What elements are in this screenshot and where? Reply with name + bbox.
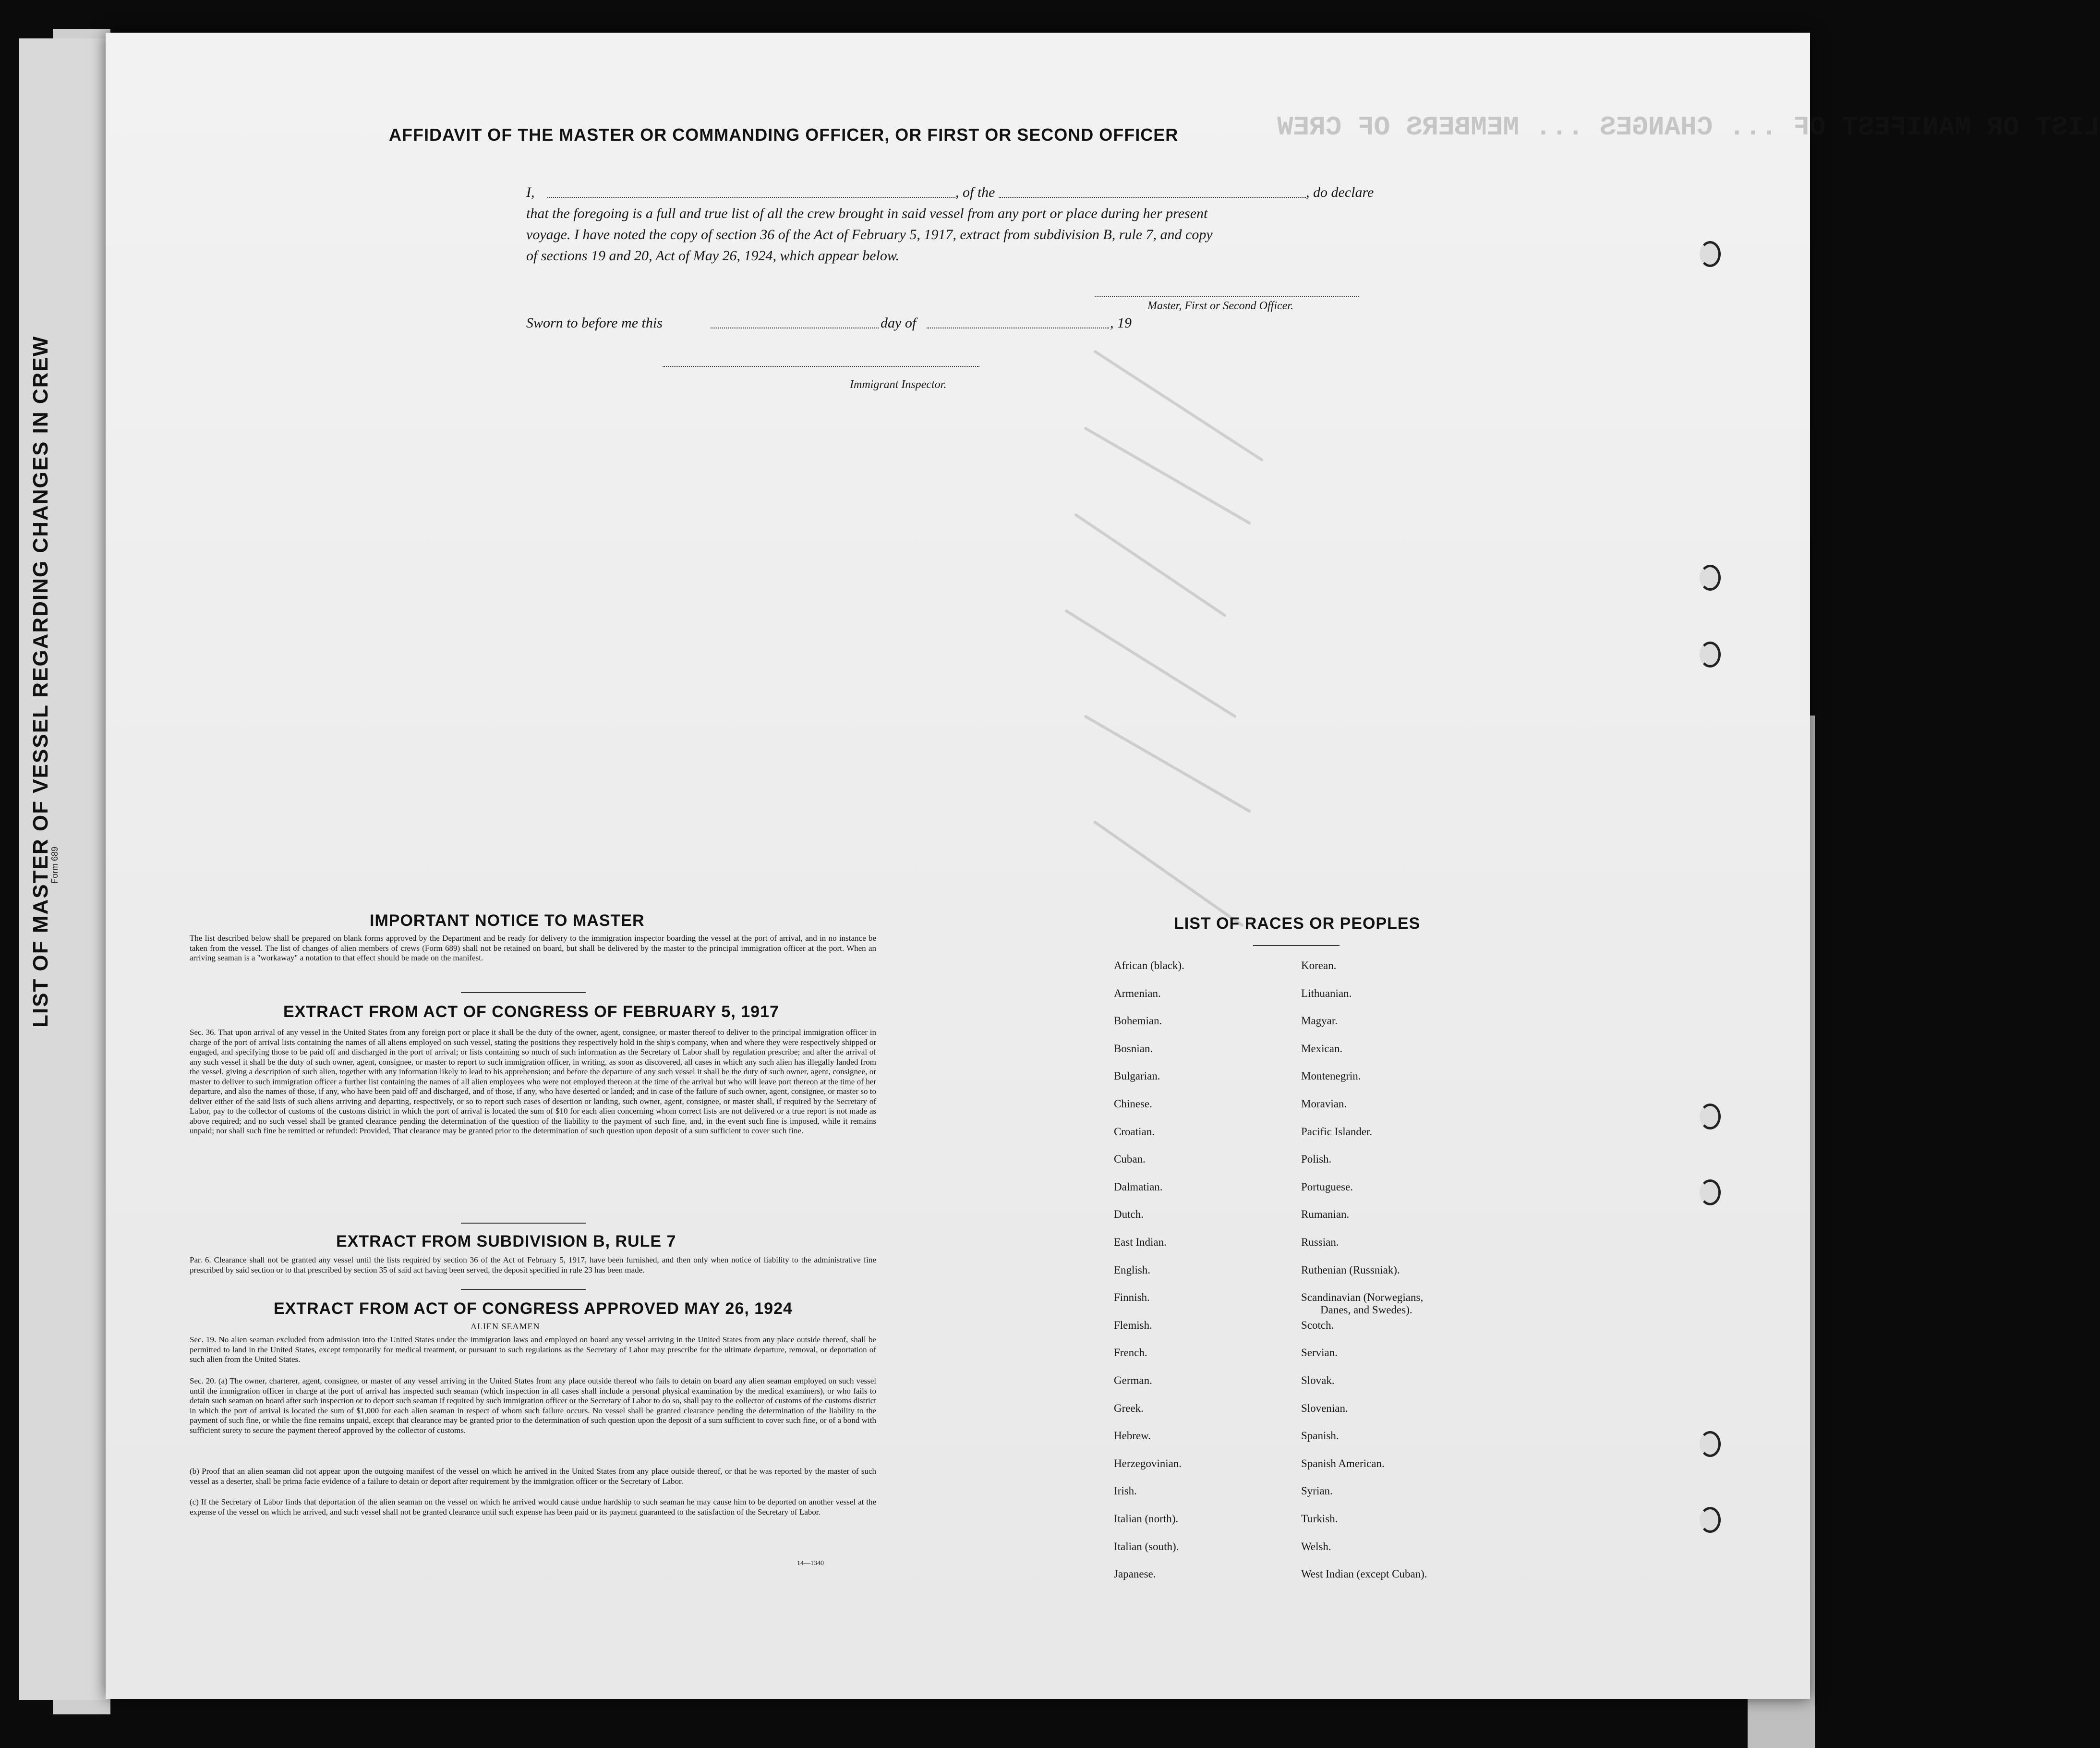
race-item: West Indian (except Cuban). xyxy=(1301,1568,1427,1580)
extract-1917-body: Sec. 36. That upon arrival of any vessel in the United States from any foreign port or place it shall be the duty of the owner, agent, consignee, or master thereof to deliver to the principal immigration officer in charge of the port of arrival lists containing the names of all aliens employed on such vessel, stating the positions they respectively hold in the ship's company, when and where they were respectively shipped or engaged, and specifying those to be paid off and discharged in the port of arrival; or lists containing so much of such information as the Secretary of Labor shall by regulation prescribe; and after the arrival of any such vessel it shall be the duty of such owner, agent, consignee, or master to report to such immigration officer, in writing, as soon as discovered, all cases in which any such alien has illegally landed from the vessel, giving a description of such alien, together with any information likely to lead to his apprehension; and before the departure of any such vessel it shall be the duty of such owner, agent, consignee, or master to deliver to such immigration officer a further list containing the names of all alien employees who were not employed thereon at the time of the arrival but who will leave port thereon at the time of her departure, and also the names of those, if any, who have been paid off and discharged, and of those, if any, who have deserted or landed; and in case of the failure of such owner, agent, consignee, or master so to deliver either of the said lists of such aliens arriving and departing, respectively, or so to report such cases of desertion or landing, such owner, agent, consignee, or master shall, if required by the Secretary of Labor, pay to the collector of customs of the customs district in which the port of arrival is located the sum of $10 for each alien concerning whom correct lists are not delivered or a true report is not made as above required; and no such vessel shall be granted clearance pending the determination of the question of the liability to the payment of such fine, and, in the event such fine is imposed, while it remains unpaid; nor shall such fine be remitted or refunded: Provided, That clearance may be granted prior to the determination of such question upon deposit of a sum sufficient to cover such fine. xyxy=(190,1028,876,1135)
race-item: Moravian. xyxy=(1301,1098,1347,1110)
race-item: Magyar. xyxy=(1301,1015,1338,1027)
vessel-blank[interactable] xyxy=(999,197,1306,198)
race-item: Korean. xyxy=(1301,959,1337,971)
master-label: Master, First or Second Officer. xyxy=(1147,300,1293,312)
race-item: East Indian. xyxy=(1114,1236,1167,1248)
affidavit-line-2: that the foregoing is a full and true list of all the crew brought in said vessel from any port or place during her present xyxy=(526,206,1208,221)
race-item: Dutch. xyxy=(1114,1208,1144,1221)
binder-hole xyxy=(1700,1104,1721,1129)
affidavit-line-3: voyage. I have noted the copy of section 36 of the Act of February 5, 1917, extract from subdivision B, rule 7, and copy xyxy=(526,227,1213,243)
race-item: French. xyxy=(1114,1347,1147,1359)
print-code: 14—1340 xyxy=(797,1560,824,1567)
race-item: Servian. xyxy=(1301,1347,1338,1359)
race-item: Flemish. xyxy=(1114,1319,1152,1331)
race-item: Scandinavian (Norwegians, xyxy=(1301,1291,1424,1304)
pen-stroke xyxy=(1084,426,1251,525)
master-signature-blank[interactable] xyxy=(1095,296,1359,297)
bleed-through-title: LIST OR MANIFEST OF ... CHANGES ... MEMBERS OF CREW xyxy=(1277,112,2100,143)
race-item: African (black). xyxy=(1114,959,1184,971)
side-banner-title: LIST OF MASTER OF VESSEL REGARDING CHANGES IN CREW xyxy=(29,335,52,1028)
race-item: Japanese. xyxy=(1114,1568,1156,1580)
race-item: Turkish. xyxy=(1301,1513,1338,1525)
pen-stroke xyxy=(1074,513,1227,617)
binder-hole xyxy=(1700,565,1721,591)
binder-hole xyxy=(1700,642,1721,668)
race-item: Armenian. xyxy=(1114,987,1161,999)
race-item: Italian (south). xyxy=(1114,1540,1179,1553)
binder-hole xyxy=(1700,1431,1721,1457)
race-item: Greek. xyxy=(1114,1402,1144,1414)
race-item: English. xyxy=(1114,1263,1151,1276)
race-item: Bohemian. xyxy=(1114,1015,1162,1027)
pen-stroke xyxy=(1064,609,1237,718)
sworn-text: Sworn to before me this xyxy=(526,315,663,331)
race-item: Bulgarian. xyxy=(1114,1070,1160,1082)
race-item: Herzegovinian. xyxy=(1114,1457,1182,1469)
race-item: Spanish American. xyxy=(1301,1457,1385,1469)
race-item: Russian. xyxy=(1301,1236,1339,1248)
alien-seamen-subheading: ALIEN SEAMEN xyxy=(471,1322,540,1331)
race-item: Polish. xyxy=(1301,1153,1332,1165)
race-item: Dalmatian. xyxy=(1114,1180,1163,1193)
race-item: German. xyxy=(1114,1374,1152,1386)
binder-hole xyxy=(1700,1507,1721,1533)
affidavit-i: I, xyxy=(526,184,535,200)
name-blank[interactable] xyxy=(547,197,955,198)
inspector-label: Immigrant Inspector. xyxy=(850,378,947,391)
race-item: Croatian. xyxy=(1114,1125,1155,1138)
divider xyxy=(461,1289,586,1290)
sworn-year: , 19 xyxy=(1110,315,1132,331)
race-item: Scotch. xyxy=(1301,1319,1334,1331)
race-item: Ruthenian (Russniak). xyxy=(1301,1263,1400,1276)
pen-stroke xyxy=(1084,715,1251,813)
sec20a-body: Sec. 20. (a) The owner, charterer, agent, consignee, or master of any vessel arriving in the United States from any place outside thereof who fails to detain on board any alien seaman employed on such vessel until the immigration officer in charge at the port of arrival has inspected such seaman (which inspection in all cases shall include a personal physical examination by the medical examiners), or who fails to detain such seaman on board after such inspection or to deport such seaman if required by such immigration officer or the Secretary of Labor to do so, shall pay to the collector of customs of the customs district in which the port of arrival is located the sum of $1,000 for each alien seaman in respect of whom such failure occurs. No vessel shall be granted clearance pending the determination of the liability to the payment of such fine, or while the fine remains unpaid, except that clearance may be granted prior to the determination of such question upon the deposit of a sum sufficient to cover such fine, or of a bond with sufficient surety to secure the payment thereof approved by the collector of customs. xyxy=(190,1376,876,1435)
race-item: Syrian. xyxy=(1301,1485,1333,1497)
race-item: Danes, and Swedes). xyxy=(1320,1304,1412,1316)
divider xyxy=(461,992,586,993)
binder-hole xyxy=(1700,1179,1721,1205)
sworn-day-of: day of xyxy=(881,315,917,331)
sec20b-body: (b) Proof that an alien seaman did not appear upon the outgoing manifest of the vessel on which he arrived in the United States from any place outside thereof, or that he was reported by the master of such vessel as a deserter, shall be prima facie evidence of a failure to detain or deport after requirement by the immigration officer or the Secretary of Labor. xyxy=(190,1467,876,1486)
affidavit-declare: , do declare xyxy=(1306,184,1374,200)
race-item: Rumanian. xyxy=(1301,1208,1350,1221)
race-item: Slovenian. xyxy=(1301,1402,1348,1414)
sec19-body: Sec. 19. No alien seaman excluded from admission into the United States under the immigration laws and employed on board any vessel arriving in the United States from any place outside thereof, shall be permitted to land in the United States, except temporarily for medical treatment, or pursuant to such regulations as the Secretary of Labor may prescribe for the ultimate departure, removal, or deportation of such alien from the United States. xyxy=(190,1335,876,1364)
race-item: Cuban. xyxy=(1114,1153,1146,1165)
pen-stroke xyxy=(1093,350,1264,462)
affidavit-of-the: , of the xyxy=(955,184,995,200)
race-item: Hebrew. xyxy=(1114,1430,1151,1442)
affidavit-heading: AFFIDAVIT OF THE MASTER OR COMMANDING OFFICER, OR FIRST OR SECOND OFFICER xyxy=(389,125,1179,145)
races-heading: LIST OF RACES OR PEOPLES xyxy=(1174,914,1421,933)
race-item: Pacific Islander. xyxy=(1301,1125,1373,1138)
form-number: Form 689 xyxy=(50,846,60,884)
extract-1917-heading: EXTRACT FROM ACT OF CONGRESS OF FEBRUARY 5, 1917 xyxy=(283,1003,779,1021)
race-item: Chinese. xyxy=(1114,1098,1152,1110)
race-item: Irish. xyxy=(1114,1485,1137,1497)
affidavit-line-4: of sections 19 and 20, Act of May 26, 1924, which appear below. xyxy=(526,248,900,264)
race-item: Mexican. xyxy=(1301,1042,1343,1055)
divider xyxy=(461,1223,586,1224)
pen-stroke xyxy=(1093,820,1244,927)
divider xyxy=(1253,945,1340,946)
race-item: Finnish. xyxy=(1114,1291,1150,1304)
sec20c-body: (c) If the Secretary of Labor finds that deportation of the alien seaman on the vessel on which he arrived would cause undue hardship to such seaman he may cause him to be deported on another vessel at the expense of the vessel on which he arrived, and such vessel shall not be granted clearance until such expense has been paid or its payment guaranteed to the satisfaction of the Secretary of Labor. xyxy=(190,1497,876,1517)
race-item: Bosnian. xyxy=(1114,1042,1153,1055)
form-sheet xyxy=(106,33,2100,1699)
race-item: Spanish. xyxy=(1301,1430,1339,1442)
notice-heading: IMPORTANT NOTICE TO MASTER xyxy=(370,911,645,930)
race-item: Slovak. xyxy=(1301,1374,1335,1386)
race-item: Montenegrin. xyxy=(1301,1070,1361,1082)
extract-rule7-heading: EXTRACT FROM SUBDIVISION B, RULE 7 xyxy=(336,1232,676,1250)
extract-1924-heading: EXTRACT FROM ACT OF CONGRESS APPROVED MAY 26, 1924 xyxy=(274,1299,793,1318)
notice-body: The list described below shall be prepared on blank forms approved by the Department and be ready for delivery to the immigration inspector boarding the vessel at the port of arrival, and in no instance be taken from the vessel. The list of changes of alien members of crews (Form 689) shall not be retained on board, but shall be delivered by the master to the principal immigration officer at the port. When an arriving seaman is a "workaway" a notation to that effect should be made on the manifest. xyxy=(190,934,876,962)
extract-rule7-body: Par. 6. Clearance shall not be granted any vessel until the lists required by section 36 of the Act of February 5, 1917, have been furnished, and then only when notice of liability to the administrative fine prescribed by said section or to that prescribed by section 35 of said act having been served, the deposit specified in rule 23 has been made. xyxy=(190,1255,876,1275)
race-item: Lithuanian. xyxy=(1301,987,1352,999)
race-item: Portuguese. xyxy=(1301,1180,1353,1193)
race-item: Welsh. xyxy=(1301,1540,1331,1553)
binder-hole xyxy=(1700,241,1721,267)
race-item: Italian (north). xyxy=(1114,1513,1179,1525)
inspector-signature-blank[interactable] xyxy=(663,366,979,367)
